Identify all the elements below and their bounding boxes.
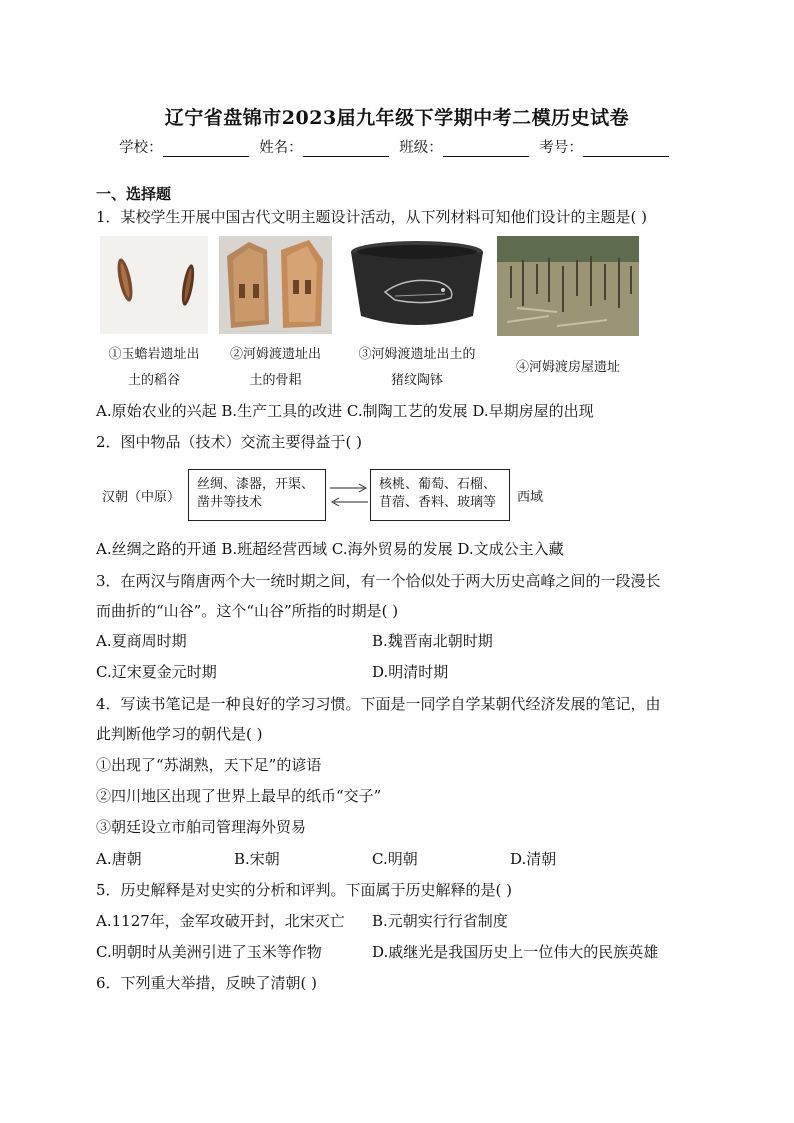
class-label: 班级： xyxy=(399,140,443,156)
q4-note-1: ①出现了“苏湖熟，天下足”的谚语 xyxy=(96,756,322,774)
bone-spade-illustration xyxy=(219,236,332,334)
q4-stem-line2: 此判断他学习的朝代是( ) xyxy=(96,725,263,743)
q2-stem: 2．图中物品（技术）交流主要得益于( ) xyxy=(96,433,363,451)
pig-pattern-bowl-photo xyxy=(347,236,487,334)
q4-option-b: B.宋朝 xyxy=(234,850,280,868)
q5-option-a: A.1127年，金军攻破开封，北宋灭亡 xyxy=(96,912,345,930)
q4-option-a: A.唐朝 xyxy=(96,850,142,868)
q1-stem: 1．某校学生开展中国古代文明主题设计活动，从下列材料可知他们设计的主题是( ) xyxy=(96,208,648,226)
id-blank[interactable] xyxy=(583,142,669,157)
q4-note-2: ②四川地区出现了世界上最早的纸币“交子” xyxy=(96,787,382,805)
q3-option-a: A.夏商周时期 xyxy=(96,632,187,650)
bone-spade-photo xyxy=(219,236,332,334)
q3-stem-line2: 而曲折的“山谷”。这个“山谷”所指的时期是( ) xyxy=(96,602,399,620)
q2-options: A.丝绸之路的开通 B.班超经营西域 C.海外贸易的发展 D.文成公主入藏 xyxy=(96,540,564,558)
rice-grain-photo xyxy=(100,236,208,334)
q4-option-c: C.明朝 xyxy=(372,850,418,868)
q1-caption-1: ①玉蟾岩遗址出 土的稻谷 xyxy=(108,347,200,388)
q2-right-label: 西域 xyxy=(517,490,544,505)
name-blank[interactable] xyxy=(303,142,389,157)
q4-note-3: ③朝廷设立市舶司管理海外贸易 xyxy=(96,818,307,836)
id-label: 考号： xyxy=(539,140,583,156)
pig-bowl-illustration xyxy=(347,236,487,334)
school-label: 学校： xyxy=(119,140,163,156)
q5-stem: 5．历史解释是对史实的分析和评判。下面属于历史解释的是( ) xyxy=(96,881,513,899)
rice-grain-illustration xyxy=(100,236,208,334)
name-label: 姓名： xyxy=(259,140,303,156)
q2-box-han: 丝绸、漆器，开渠、 凿井等技术 xyxy=(188,469,326,521)
q3-option-b: B.魏晋南北朝时期 xyxy=(372,632,493,650)
q2-box-western: 核桃、葡萄、石榴、 苜蓿、香料、玻璃等 xyxy=(370,469,510,521)
exchange-arrows-icon xyxy=(328,480,370,510)
student-info-row xyxy=(0,136,794,157)
q1-caption-3: ③河姆渡遗址出土的 猪纹陶钵 xyxy=(358,347,476,388)
q4-option-d: D.清朝 xyxy=(510,850,557,868)
school-blank[interactable] xyxy=(163,142,249,157)
q1-caption-2: ②河姆渡遗址出 土的骨耜 xyxy=(229,347,321,388)
q5-option-c: C.明朝时从美洲引进了玉米等作物 xyxy=(96,943,322,961)
q1-options: A.原始农业的兴起 B.生产工具的改进 C.制陶工艺的发展 D.早期房屋的出现 xyxy=(96,402,594,420)
section-heading: 一、选择题 xyxy=(96,185,172,203)
q6-stem: 6．下列重大举措，反映了清朝( ) xyxy=(96,974,318,992)
q3-option-c: C.辽宋夏金元时期 xyxy=(96,663,217,681)
q5-option-b: B.元朝实行行省制度 xyxy=(372,912,508,930)
page-title: 辽宁省盘锦市2023届九年级下学期中考二模历史试卷 xyxy=(164,107,630,129)
q3-stem-line1: 3．在两汉与隋唐两个大一统时期之间，有一个恰似处于两大历史高峰之间的一段漫长 xyxy=(96,572,661,590)
q3-option-d: D.明清时期 xyxy=(372,663,449,681)
q2-left-label: 汉朝（中原） xyxy=(102,490,181,505)
q5-option-d: D.戚继光是我国历史上一位伟大的民族英雄 xyxy=(372,943,659,961)
house-ruins-illustration xyxy=(497,236,639,336)
q4-stem-line1: 4．写读书笔记是一种良好的学习习惯。下面是一同学自学某朝代经济发展的笔记，由 xyxy=(96,695,661,713)
class-blank[interactable] xyxy=(443,142,529,157)
q1-caption-4: ④河姆渡房屋遗址 xyxy=(515,360,620,375)
house-ruins-photo xyxy=(497,236,639,336)
